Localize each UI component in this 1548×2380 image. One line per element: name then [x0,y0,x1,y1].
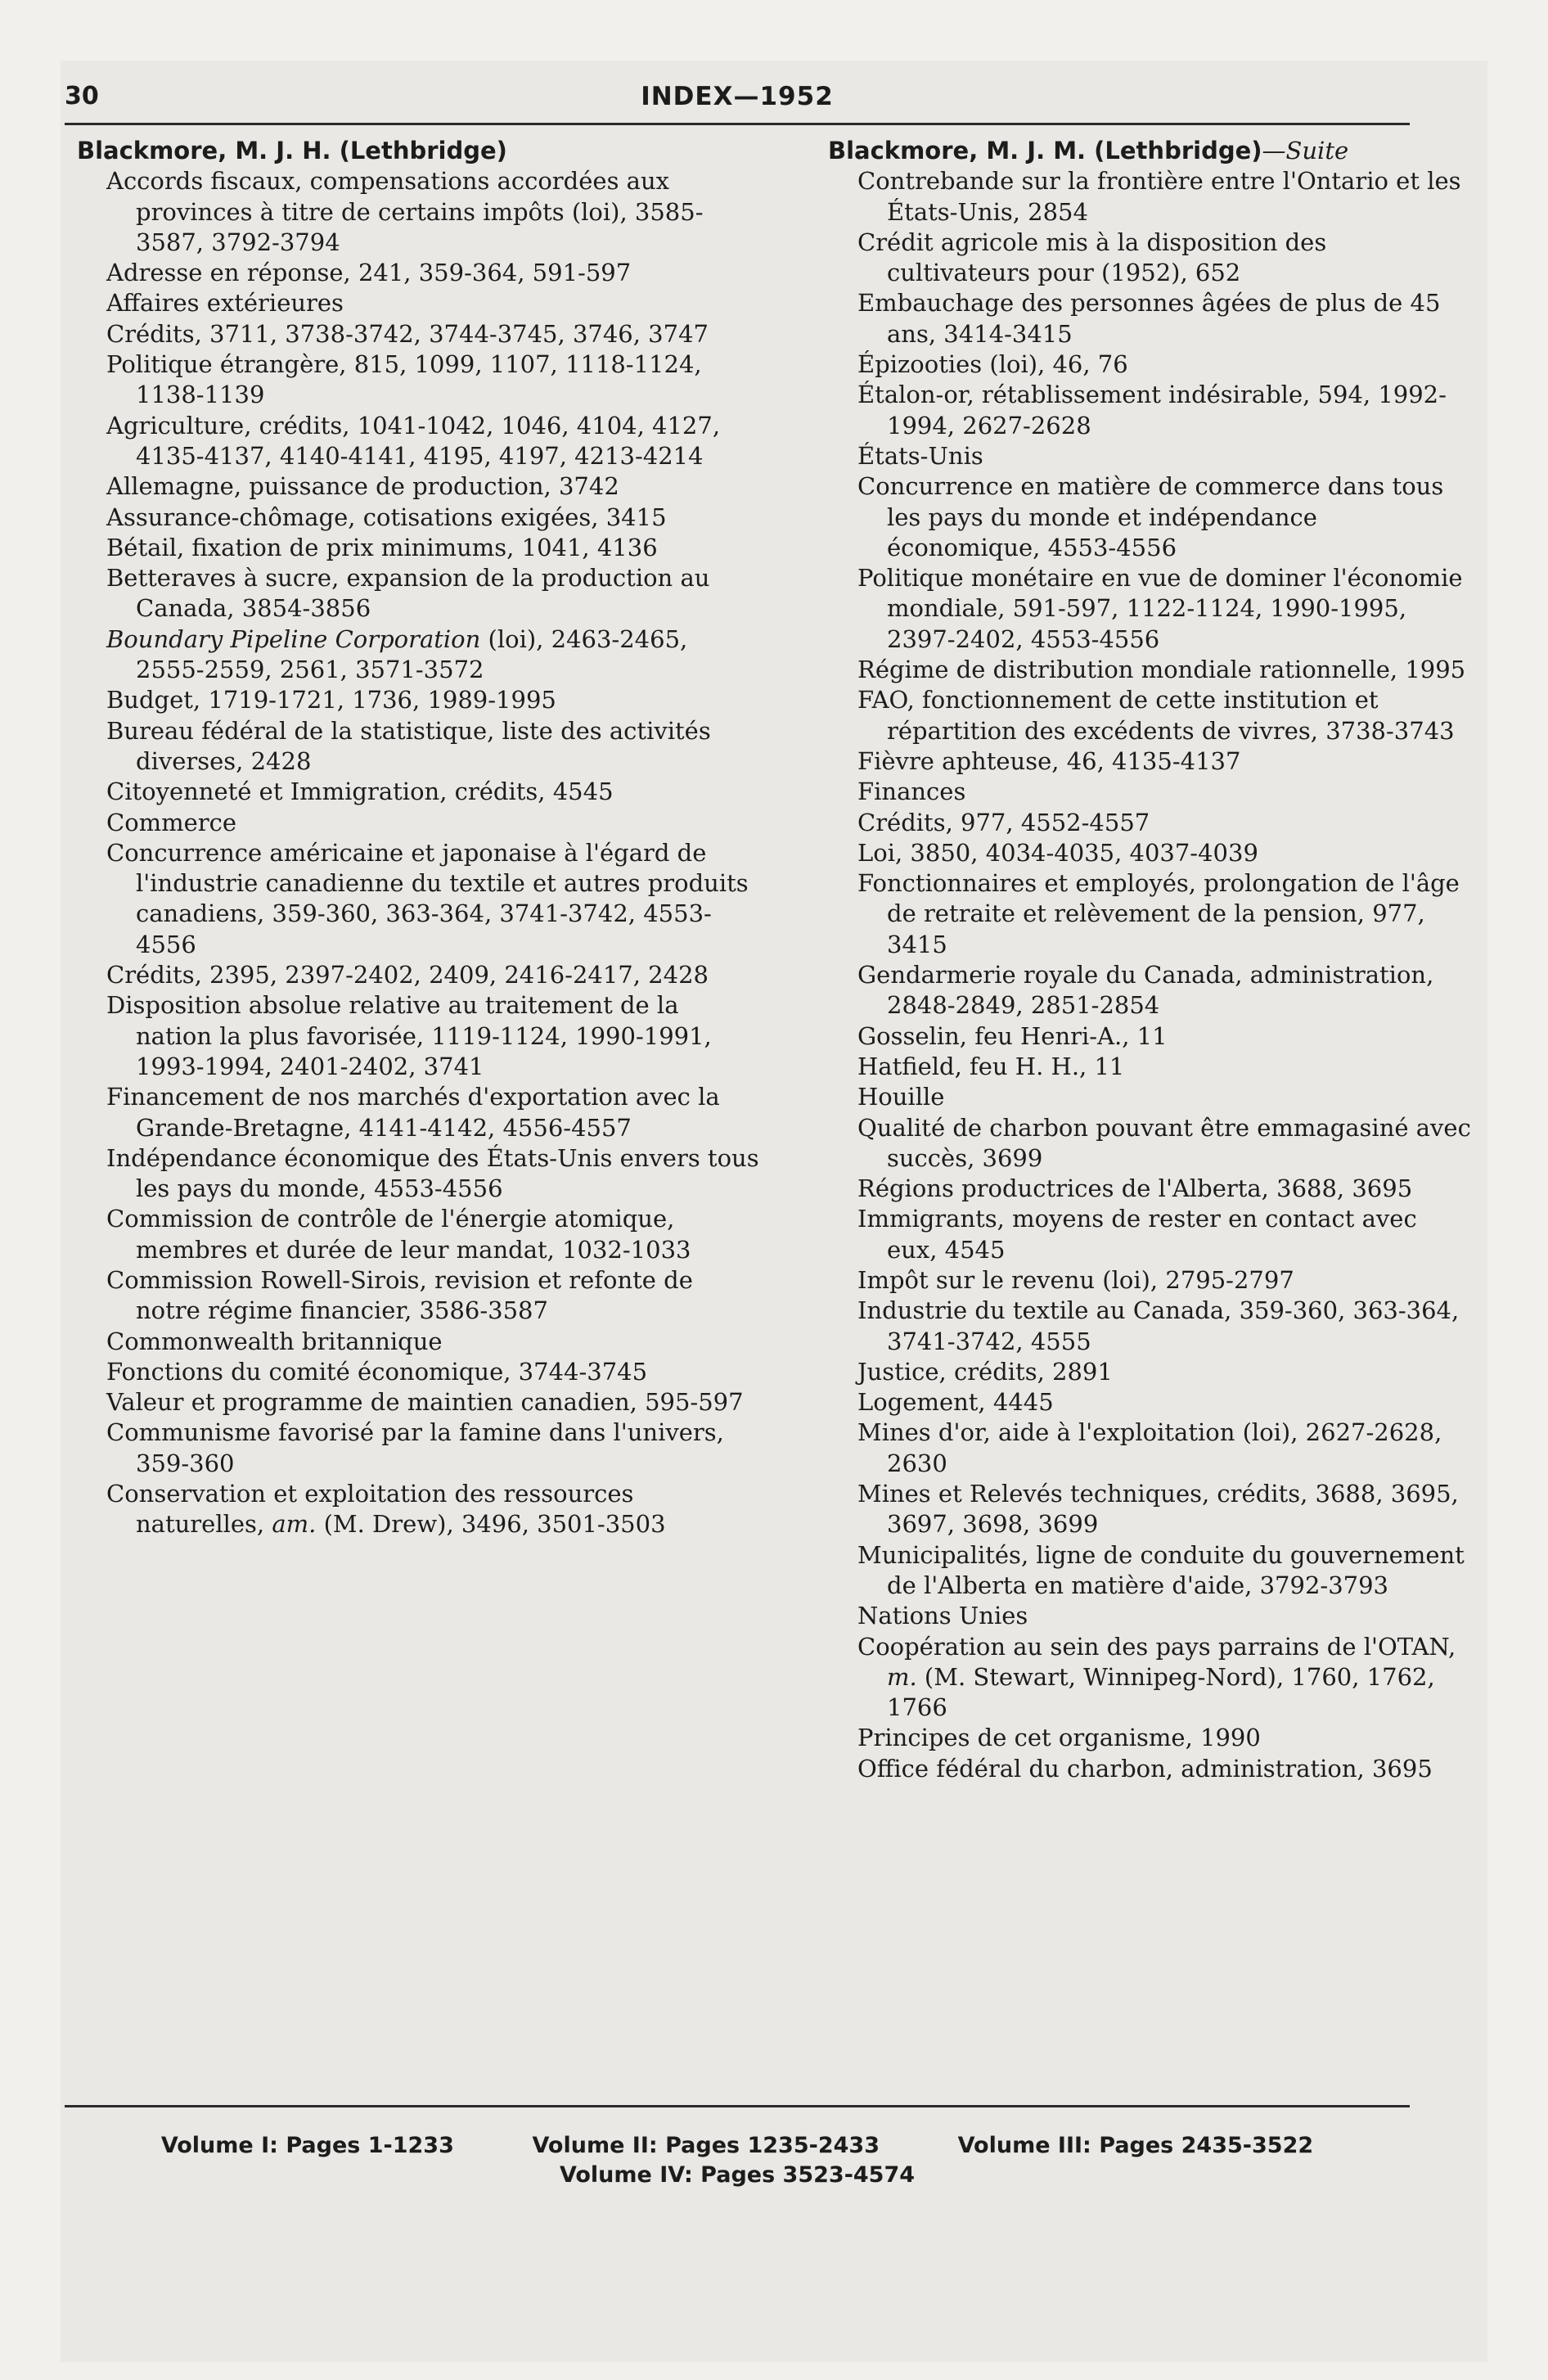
entry-text: Régime de distribution mondiale rationnelle, 1995 [857,656,1466,684]
index-subentry [77,1143,761,1205]
entry-text: Accords fiscaux, compensations accordées aux provinces à titre de certains impôts (loi), 3585-3587, 3792-3794 [106,167,704,256]
suite-label: —Suite [1262,137,1349,165]
index-subentry [77,1387,761,1418]
entry-text: Politique étrangère, 815, 1099, 1107, 1118-1124, 1138-1139 [106,350,702,409]
index-entry [857,868,1474,960]
entry-text: Houille [857,1083,945,1111]
entry-text: Agriculture, crédits, 1041-1042, 1046, 4104, 4127, 4135-4137, 4140-4141, 4195, 4197, 4213-4214 [106,411,721,470]
index-subentry [828,838,1474,868]
index-entry [857,746,1474,777]
entry-text: Qualité de charbon pouvant être emmagasiné avec succès, 3699 [857,1113,1471,1172]
entry-text: Crédit agricole mis à la disposition des cultivateurs pour (1952), 652 [857,228,1327,287]
index-entry [106,624,761,686]
index-subentry [828,808,1474,838]
index-entry [106,716,761,778]
motion-abbrev: m. [887,1662,917,1691]
heading-text: Blackmore, M. J. M. (Lethbridge) [828,137,1262,165]
index-entry [857,380,1474,441]
index-entry [857,166,1474,228]
index-entry [106,288,761,318]
entry-text: Concurrence en matière de commerce dans tous les pays du monde et indépendance économique, 4553-4556 [857,472,1444,561]
entry-text: Hatfield, feu H. H., 11 [857,1052,1125,1080]
index-entry [857,1418,1474,1479]
index-entry [857,441,1474,471]
index-subentry [77,1082,761,1143]
entry-text: Betteraves à sucre, expansion de la production au Canada, 3854-3856 [106,564,710,623]
entry-text: Conservation et exploitation des ressources naturelles, [106,1480,634,1539]
entry-text: Commission Rowell-Sirois, revision et refonte de notre régime financier, 3586-3587 [106,1265,693,1325]
entry-text: Finances [857,778,966,806]
entry-text: Loi, 3850, 4034-4035, 4037-4039 [857,838,1258,867]
entry-text: Crédits, 2395, 2397-2402, 2409, 2416-2417, 2428 [106,961,709,989]
entry-text: Industrie du textile au Canada, 359-360, 363-364, 3741-3742, 4555 [857,1296,1460,1355]
index-subentry [77,990,761,1082]
index-entry [106,1204,761,1265]
entry-text: Mines et Relevés techniques, crédits, 3688, 3695, 3697, 3698, 3699 [857,1480,1459,1539]
index-entry [857,777,1474,807]
index-subentry [77,960,761,990]
entry-text: Politique monétaire en vue de dominer l'économie mondiale, 591-597, 1122-1124, 1990-1995, 2397-2402, 4553-4556 [857,564,1463,653]
index-subentry [77,349,761,411]
heading-text: Blackmore, M. J. H. (Lethbridge) [77,137,507,165]
entry-text: Justice, crédits, 2891 [857,1357,1113,1386]
entry-text: Gendarmerie royale du Canada, administration, 2848-2849, 2851-2854 [857,961,1434,1020]
motion-abbrev: am. [272,1510,317,1539]
index-entry [857,1296,1474,1357]
entry-text: Office fédéral du charbon, administration, 3695 [857,1754,1433,1783]
index-entry [857,1082,1474,1112]
entry-text: Commerce [106,808,237,836]
index-subentry [77,1357,761,1387]
page-title: INDEX—1952 [641,82,834,111]
entry-text: Immigrants, moyens de rester en contact avec eux, 4545 [857,1205,1417,1264]
index-subentry [828,1174,1474,1204]
entry-text: Impôt sur le revenu (loi), 2795-2797 [857,1265,1294,1294]
index-entry [857,1265,1474,1296]
entry-text: Valeur et programme de maintien canadien, 595-597 [106,1388,744,1417]
index-subentry [828,1723,1474,1753]
index-entry [106,777,761,807]
footer-volume-2: Volume II: Pages 1235-2433 [532,2133,880,2158]
entry-text: Étalon-or, rétablissement indésirable, 594, 1992-1994, 2627-2628 [857,381,1447,439]
header-rule [65,123,1410,125]
entry-text: Logement, 4445 [857,1388,1054,1417]
index-column-right [828,136,1474,1784]
entry-text: Crédits, 977, 4552-4557 [857,808,1150,836]
footer-rule [65,2105,1410,2107]
index-entry [857,1052,1474,1082]
index-entry [857,288,1474,349]
index-entry [106,1418,761,1479]
entry-text: Mines d'or, aide à l'exploitation (loi), 2627-2628, 2630 [857,1418,1442,1477]
index-entry [857,685,1474,746]
index-subentry [828,655,1474,685]
entry-text: Commission de contrôle de l'énergie atomique, membres et durée de leur mandat, 1032-1033 [106,1205,691,1264]
page-number: 30 [65,82,99,110]
index-subentry [828,1632,1474,1724]
entry-text: Fonctionnaires et employés, prolongation de l'âge de retraite et relèvement de la pension, 977, 3415 [857,869,1460,958]
entry-text: Affaires extérieures [106,289,344,318]
index-subentry [828,563,1474,655]
entry-text: Bureau fédéral de la statistique, liste des activités diverses, 2428 [106,716,711,775]
index-entry [857,1540,1474,1602]
index-entry [106,533,761,563]
entry-text: Citoyenneté et Immigration, crédits, 4545 [106,778,614,806]
entry-text-tail: (M. Drew), 3496, 3501-3503 [316,1510,666,1539]
entry-text: Crédits, 3711, 3738-3742, 3744-3745, 3746, 3747 [106,319,709,348]
entry-text: Régions productrices de l'Alberta, 3688, 3695 [857,1174,1413,1203]
index-entry [857,1387,1474,1418]
entry-text: Allemagne, puissance de production, 3742 [106,472,619,501]
entry-text: (loi), 2463-2465, 2555-2559, 2561, 3571-3572 [136,624,688,684]
index-entry [106,1327,761,1357]
index-entry [857,1021,1474,1052]
entry-text: Fièvre aphteuse, 46, 4135-4137 [857,746,1241,775]
entry-text: Concurrence américaine et japonaise à l'égard de l'industrie canadienne du textile et autres produits canadiens, 359-360, 363-364, 3741-3742, 4553-4556 [106,838,749,958]
index-heading [828,136,1474,166]
entry-text: Commonwealth britannique [106,1327,443,1355]
entry-text: Nations Unies [857,1602,1028,1630]
index-entry [857,349,1474,380]
footer-volume-3: Volume III: Pages 2435-3522 [957,2133,1314,2158]
index-entry [106,685,761,715]
index-subentry [828,1113,1474,1174]
index-subentry [77,838,761,960]
entry-text: Communisme favorisé par la famine dans l'univers, 359-360 [106,1418,724,1477]
index-entry [106,1479,761,1540]
index-entry [106,808,761,838]
italic-title: Boundary Pipeline Corporation [106,624,481,653]
entry-text: Municipalités, ligne de conduite du gouvernement de l'Alberta en matière d'aide, 3792-3793 [857,1540,1465,1599]
entry-text: Disposition absolue relative au traitement de la nation la plus favorisée, 1119-1124, 1990-1991, 1993-1994, 2401-2402, 3741 [106,991,712,1080]
entry-text: Contrebande sur la frontière entre l'Ontario et les États-Unis, 2854 [857,167,1461,226]
entry-text: Embauchage des personnes âgées de plus de 45 ans, 3414-3415 [857,289,1441,348]
index-entry [857,1479,1474,1540]
entry-text: Indépendance économique des États-Unis envers tous les pays du monde, 4553-4556 [106,1143,759,1203]
index-entry [106,503,761,533]
index-entry [857,1357,1474,1387]
index-subentry [828,471,1474,563]
entry-text: États-Unis [857,441,983,470]
entry-text: Principes de cet organisme, 1990 [857,1724,1261,1752]
entry-text: FAO, fonctionnement de cette institution et répartition des excédents de vivres, 3738-3743 [857,686,1455,745]
entry-text: Fonctions du comité économique, 3744-3745 [106,1357,648,1386]
index-entry [106,471,761,502]
index-entry [106,166,761,258]
index-entry [857,960,1474,1021]
index-entry [106,1265,761,1327]
entry-text: Financement de nos marchés d'exportation avec la Grande-Bretagne, 4141-4142, 4556-4557 [106,1083,720,1142]
index-entry [106,411,761,472]
index-column-left [77,136,761,1540]
entry-text-tail: (M. Stewart, Winnipeg-Nord), 1760, 1762, 1766 [887,1662,1435,1722]
index-entry [106,563,761,624]
index-entry [106,258,761,288]
index-entry [857,228,1474,289]
entry-text: Gosselin, feu Henri-A., 11 [857,1021,1168,1050]
footer-volume-1: Volume I: Pages 1-1233 [160,2133,454,2158]
entry-text: Budget, 1719-1721, 1736, 1989-1995 [106,686,556,714]
index-entry [857,1204,1474,1265]
entry-text: Épizooties (loi), 46, 76 [857,350,1128,379]
index-heading [77,136,761,166]
index-entry [857,1754,1474,1784]
entry-text: Bétail, fixation de prix minimums, 1041, 4136 [106,533,658,561]
entry-text: Assurance-chômage, cotisations exigées, 3415 [106,503,667,531]
entry-text: Coopération au sein des pays parrains de l'OTAN, [857,1632,1456,1661]
volume-footer [65,2131,1410,2190]
index-entry [857,1601,1474,1631]
index-subentry [77,319,761,349]
footer-volume-4: Volume IV: Pages 3523-4574 [559,2162,916,2188]
entry-text: Adresse en réponse, 241, 359-364, 591-597 [106,259,632,287]
